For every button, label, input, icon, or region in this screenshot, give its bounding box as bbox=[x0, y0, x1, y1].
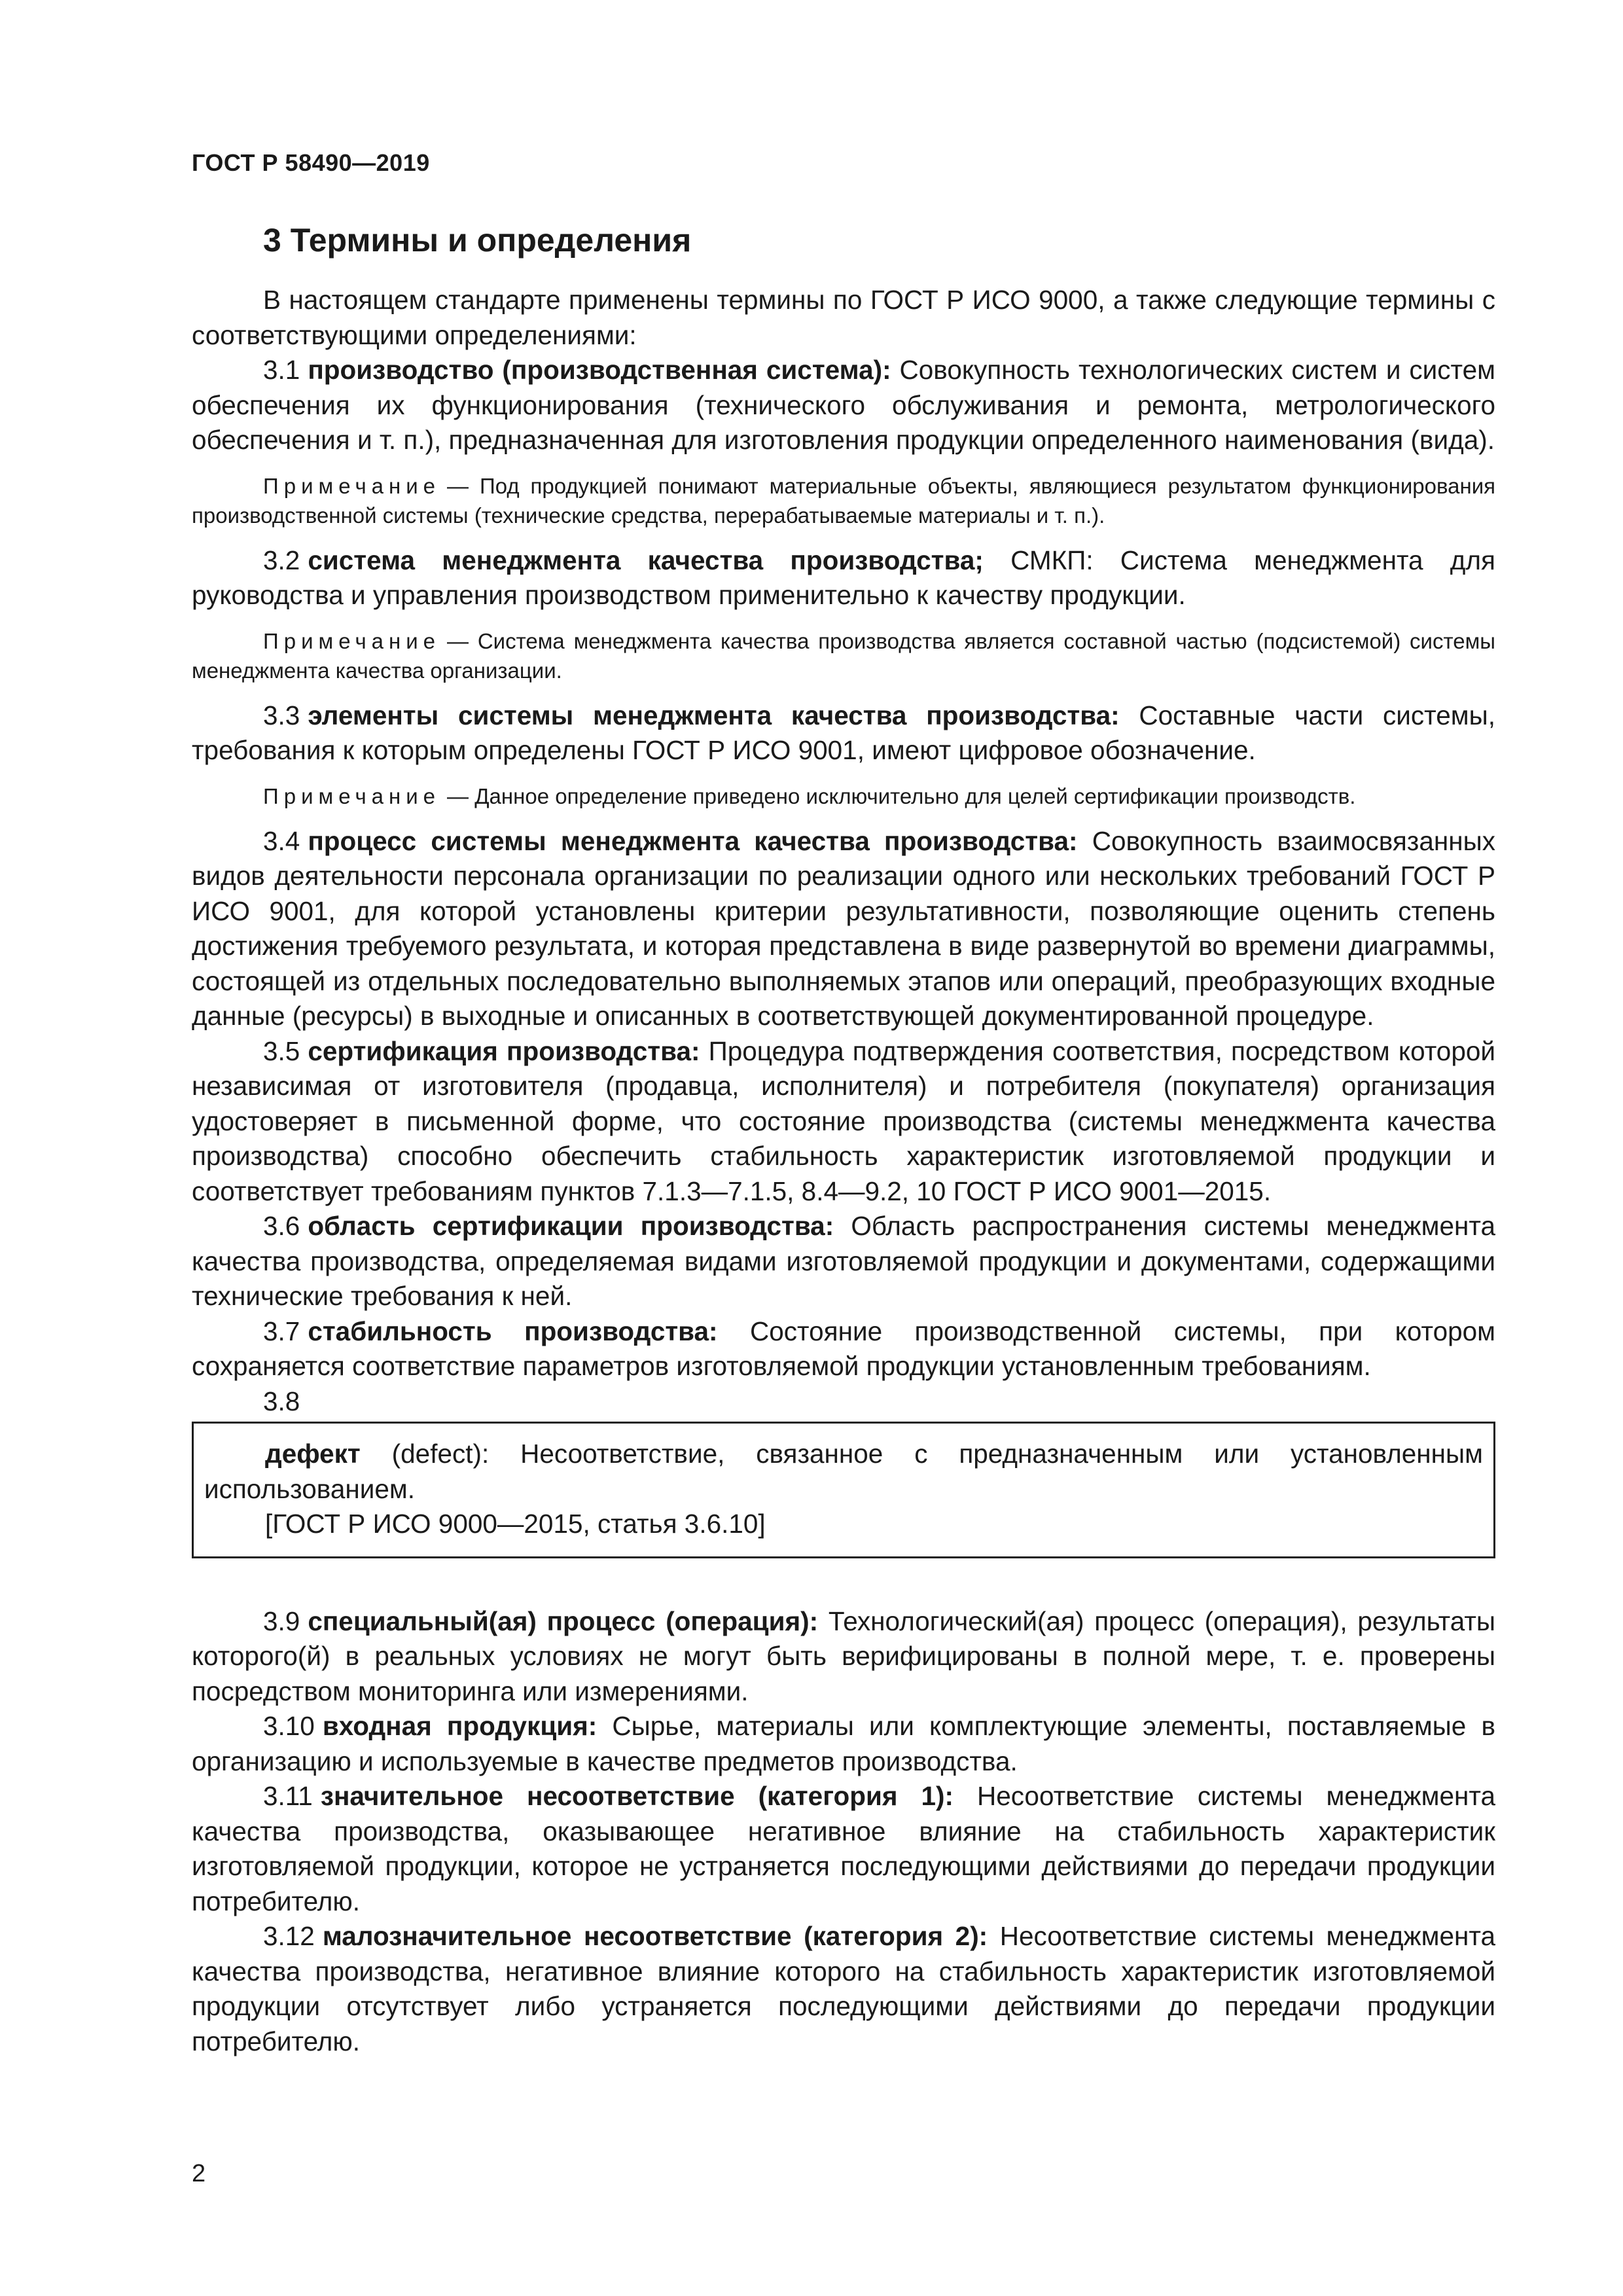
term-name: область сертификации производства: bbox=[308, 1211, 834, 1241]
term-number-3-8: 3.8 bbox=[263, 1386, 300, 1416]
term-name: производство (производственная система): bbox=[308, 355, 891, 385]
term-name: значительное несоответствие (категория 1): bbox=[320, 1781, 954, 1811]
note-3-2 bbox=[192, 626, 1495, 685]
note-dash: — bbox=[447, 473, 469, 498]
note-label: Примечание bbox=[263, 473, 441, 498]
term-number: 3.2 bbox=[263, 545, 300, 575]
term-definition: Несоответствие, связанное с предназначенным или установленным использованием. bbox=[204, 1439, 1483, 1504]
page-number: 2 bbox=[192, 2160, 206, 2187]
term-english: (defect): bbox=[391, 1439, 490, 1469]
term-definition: Составные части системы, требования к которым определены ГОСТ Р ИСО 9001, имеют цифровое обозначение. bbox=[192, 700, 1495, 765]
intro-paragraph: В настоящем стандарте применены термины по ГОСТ Р ИСО 9000, а также следующие термины с соответствующими определениями: bbox=[192, 285, 1495, 350]
term-entry-3-9 bbox=[192, 1604, 1495, 1710]
note-text: Под продукцией понимают материальные объекты, являющиеся результатом функционирования производственной системы (технические средства, перерабатываемые материалы и т. п.). bbox=[192, 473, 1496, 528]
term-entry-3-5 bbox=[192, 1034, 1495, 1210]
section-title: 3 Термины и определения bbox=[263, 222, 692, 259]
term-name: специальный(ая) процесс (операция): bbox=[308, 1605, 819, 1636]
term-name: сертификация производства: bbox=[308, 1035, 700, 1066]
note-dash: — bbox=[447, 783, 469, 808]
term-entry-3-11 bbox=[192, 1779, 1495, 1919]
note-3-1 bbox=[192, 471, 1495, 530]
term-entry-3-12 bbox=[192, 1919, 1495, 2059]
note-3-3 bbox=[192, 781, 1495, 811]
term-number: 3.1 bbox=[263, 355, 300, 385]
term-number: 3.9 bbox=[263, 1605, 300, 1636]
term-name: малозначительное несоответствие (категория 2): bbox=[322, 1921, 988, 1951]
term-definition: Область распространения системы менеджмента качества производства, определяемая видами изготовляемой продукции и документами, содержащими технические требования к ней. bbox=[192, 1211, 1495, 1311]
term-definition: Несоответствие системы менеджмента качества производства, негативное влияние которого на стабильность характеристик изготовляемой продукции отсутствует либо устраняется последующими действиями до передачи продукции потребителю. bbox=[192, 1921, 1495, 2056]
term-name: дефект bbox=[265, 1439, 361, 1469]
term-definition: СМКП: Система менеджмента для руководства и управления производством применительно к качеству продукции. bbox=[192, 545, 1495, 610]
term-number: 3.3 bbox=[263, 700, 300, 730]
term-number: 3.6 bbox=[263, 1211, 300, 1241]
term-number: 3.4 bbox=[263, 825, 300, 856]
term-entry-3-3 bbox=[192, 698, 1495, 768]
term-entry-3-6 bbox=[192, 1209, 1495, 1314]
term-number: 3.11 bbox=[263, 1781, 313, 1811]
term-name: процесс системы менеджмента качества производства: bbox=[308, 825, 1078, 856]
note-text: Система менеджмента качества производства является составной частью (подсистемой) системы менеджмента качества организации. bbox=[192, 628, 1495, 683]
document-body bbox=[192, 283, 1495, 2059]
term-definition: Процедура подтверждения соответствия, посредством которой независимая от изготовителя (продавца, исполнителя) и потребителя (покупателя) организация удостоверяет в письменной форме, что состояние производства (системы менеджмента качества производства) способно обеспечить стабильность характеристик изготовляемой продукции и соответствует требованиям пунктов 7.1.3—7.1.5, 8.4—9.2, 10 ГОСТ Р ИСО 9001—2015. bbox=[192, 1035, 1495, 1206]
term-entry-3-4 bbox=[192, 824, 1495, 1034]
term-entry-3-2 bbox=[192, 543, 1495, 613]
term-definition: Совокупность взаимосвязанных видов деятельности персонала организации по реализации одного или нескольких требований ГОСТ Р ИСО 9001, для которой установлены критерии результативности, позволяющие оценить степень достижения требуемого результата, и которая представлена в виде развернутой во времени диаграммы, состоящей из отдельных последовательно выполняемых этапов или операций, преобразующих входные данные (ресурсы) в выходные и описанных в соответствующей документированной процедуре. bbox=[192, 825, 1495, 1031]
term-number: 3.10 bbox=[263, 1711, 315, 1741]
term-definition: Несоответствие системы менеджмента качества производства, оказывающее негативное влияние на стабильность характеристик изготовляемой продукции, которое не устраняется последующими действиями до передачи продукции потребителю. bbox=[192, 1781, 1495, 1916]
note-label: Примечание bbox=[263, 628, 441, 653]
note-label: Примечание bbox=[263, 783, 441, 808]
term-definition: Технологический(ая) процесс (операция), результаты которого(й) в реальных условиях не могут быть верифицированы в полной мере, т. е. проверены посредством мониторинга или измерениями. bbox=[192, 1605, 1495, 1706]
term-number: 3.7 bbox=[263, 1316, 300, 1346]
term-name: стабильность производства: bbox=[308, 1316, 718, 1346]
term-name: входная продукция: bbox=[322, 1711, 597, 1741]
term-name: система менеджмента качества производства; bbox=[308, 545, 984, 575]
quoted-definition-box bbox=[192, 1422, 1495, 1558]
term-name: элементы системы менеджмента качества производства: bbox=[308, 700, 1120, 730]
note-dash: — bbox=[447, 628, 469, 653]
term-entry-3-10 bbox=[192, 1709, 1495, 1779]
term-definition: Состояние производственной системы, при котором сохраняется соответствие параметров изготовляемой продукции установленным требованиям. bbox=[192, 1316, 1495, 1381]
term-entry-3-7 bbox=[192, 1314, 1495, 1384]
document-code: ГОСТ Р 58490—2019 bbox=[192, 149, 430, 176]
defect-definition bbox=[204, 1437, 1483, 1507]
term-entry-3-1 bbox=[192, 353, 1495, 458]
note-text: Данное определение приведено исключительно для целей сертификации производств. bbox=[474, 783, 1356, 808]
term-number: 3.12 bbox=[263, 1921, 315, 1951]
term-number: 3.5 bbox=[263, 1035, 300, 1066]
term-definition: Сырье, материалы или комплектующие элементы, поставляемые в организацию и используемые в качестве предметов производства. bbox=[192, 1711, 1495, 1776]
term-definition: Совокупность технологических систем и систем обеспечения их функционирования (технического обслуживания и ремонта, метрологического обеспечения и т. п.), предназначенная для изготовления продукции определенного наименования (вида). bbox=[192, 355, 1495, 455]
definition-source: [ГОСТ Р ИСО 9000—2015, статья 3.6.10] bbox=[265, 1509, 766, 1539]
